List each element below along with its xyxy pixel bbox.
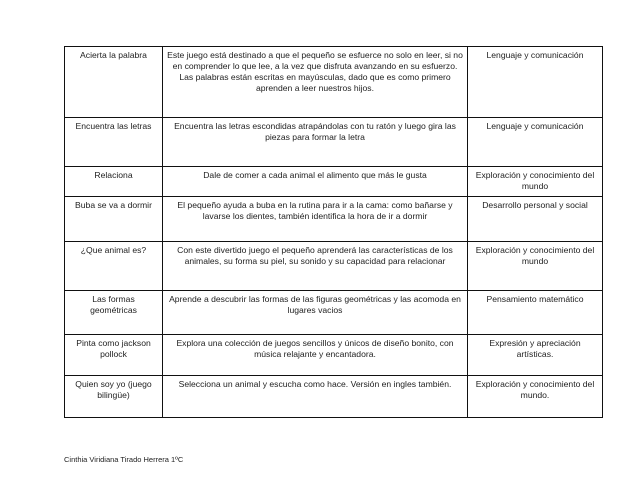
game-area-cell: Exploración y conocimiento del mundo: [468, 167, 603, 197]
table-row: [65, 242, 603, 291]
game-area-cell: Expresión y apreciación artísticas.: [468, 335, 603, 376]
game-name-cell: Las formas geométricas: [65, 291, 163, 335]
game-description-cell: Dale de comer a cada animal el alimento que más le gusta: [163, 167, 468, 197]
game-description-cell: Explora una colección de juegos sencillos y únicos de diseño bonito, con música relajante y encantadora.: [163, 335, 468, 376]
game-area-cell: Exploración y conocimiento del mundo: [468, 242, 603, 291]
game-description-cell: El pequeño ayuda a buba en la rutina para ir a la cama: como bañarse y lavarse los dientes, también identifica la hora de ir a dormir: [163, 197, 468, 242]
game-name-cell: Relaciona: [65, 167, 163, 197]
game-description-cell: Este juego está destinado a que el pequeño se esfuerce no solo en leer, si no en comprender lo que lee, a la vez que disfruta avanzando en su esfuerzo. Las palabras están escritas en mayúsculas, dado que es como primero aprenden a leer nuestros hijos.: [163, 47, 468, 118]
table-row: [65, 47, 603, 118]
table-row: [65, 167, 603, 197]
game-description-cell: Aprende a descubrir las formas de las figuras geométricas y las acomoda en lugares vacios: [163, 291, 468, 335]
game-area-cell: Desarrollo personal y social: [468, 197, 603, 242]
game-area-cell: Lenguaje y comunicación: [468, 118, 603, 167]
game-area-cell: Lenguaje y comunicación: [468, 47, 603, 118]
game-area-cell: Exploración y conocimiento del mundo.: [468, 376, 603, 418]
game-name-cell: Buba se va a dormir: [65, 197, 163, 242]
games-table: [64, 46, 603, 418]
game-name-cell: Quien soy yo (juego bilingüe): [65, 376, 163, 418]
table-row: [65, 291, 603, 335]
game-description-cell: Encuentra las letras escondidas atrapándolas con tu ratón y luego gira las piezas para formar la letra: [163, 118, 468, 167]
table-row: [65, 335, 603, 376]
game-name-cell: ¿Que animal es?: [65, 242, 163, 291]
game-name-cell: Encuentra las letras: [65, 118, 163, 167]
document-footer: Cinthia Viridiana Tirado Herrera 1ºC: [64, 455, 184, 464]
table-row: [65, 197, 603, 242]
table-row: [65, 376, 603, 418]
game-name-cell: Acierta la palabra: [65, 47, 163, 118]
table-row: [65, 118, 603, 167]
game-area-cell: Pensamiento matemático: [468, 291, 603, 335]
game-description-cell: Con este divertido juego el pequeño aprenderá las características de los animales, su forma su piel, su sonido y su capacidad para relacionar: [163, 242, 468, 291]
game-name-cell: Pinta como jackson pollock: [65, 335, 163, 376]
game-description-cell: Selecciona un animal y escucha como hace. Versión en ingles también.: [163, 376, 468, 418]
